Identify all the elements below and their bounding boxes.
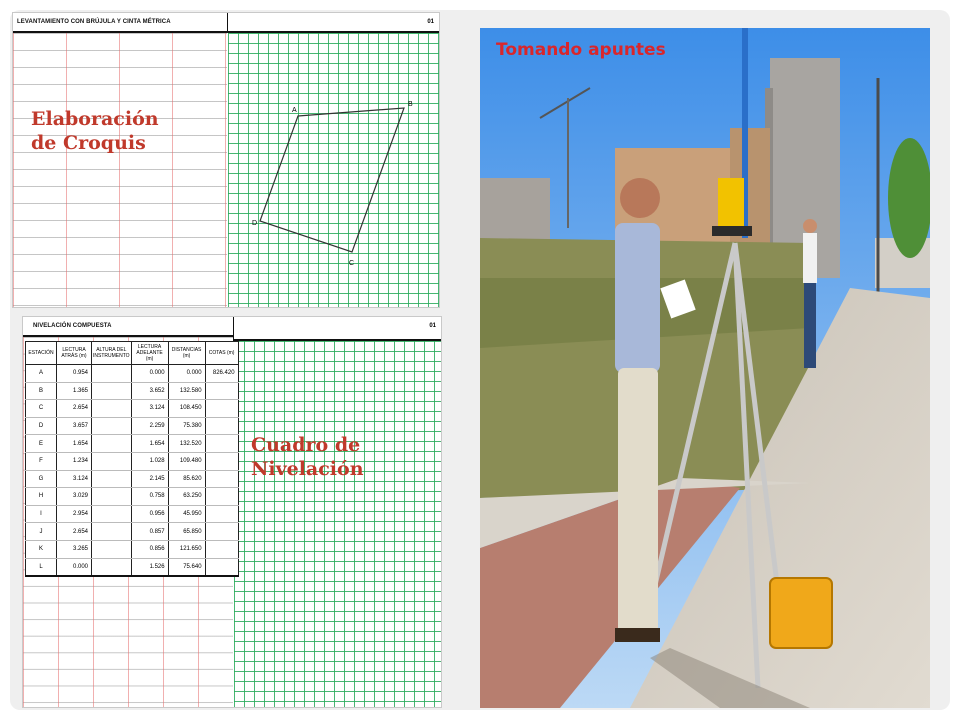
tripod-head: [712, 226, 752, 236]
leveling-table: [25, 341, 239, 577]
leveling-sheet-number-box: [233, 317, 442, 341]
fore-cell: 0.856: [131, 540, 168, 558]
nivelacion-label-line1: Cuadro de: [251, 434, 361, 456]
fore-cell: 1.028: [131, 452, 168, 470]
sketch-sheet-header: [13, 13, 227, 33]
field-survey-photo: [480, 28, 930, 708]
leveling-sheet-number: 01: [429, 323, 436, 329]
photo-caption: Tomando apuntes: [496, 40, 666, 60]
dist-cell: 121.650: [168, 540, 205, 558]
table-row: [26, 558, 239, 576]
fore-cell: 2.259: [131, 417, 168, 435]
croquis-label: [31, 107, 159, 155]
leveling-drawing-grid: [234, 341, 442, 708]
col-station: ESTACIÓN: [26, 342, 57, 365]
surveyor-2-head: [803, 219, 817, 233]
hi-cell: [92, 400, 132, 418]
table-row: [26, 400, 239, 418]
back-cell: 3.265: [57, 540, 92, 558]
leveling-sheet-title: NIVELACIÓN COMPUESTA: [33, 323, 112, 329]
sketch-notes-grid: [13, 33, 227, 308]
station-cell: H: [26, 488, 57, 506]
total-station: [718, 178, 744, 228]
table-row: [26, 540, 239, 558]
elev-cell: [205, 452, 238, 470]
station-cell: I: [26, 505, 57, 523]
station-cell: E: [26, 435, 57, 453]
hi-cell: [92, 505, 132, 523]
fore-cell: 1.654: [131, 435, 168, 453]
elev-cell: 826.420: [205, 365, 238, 383]
dist-cell: 132.580: [168, 382, 205, 400]
fore-cell: 3.124: [131, 400, 168, 418]
back-cell: 1.654: [57, 435, 92, 453]
fore-cell: 0.758: [131, 488, 168, 506]
hi-cell: [92, 558, 132, 576]
table-row: [26, 470, 239, 488]
back-cell: 2.654: [57, 523, 92, 541]
fore-cell: 0.857: [131, 523, 168, 541]
station-cell: B: [26, 382, 57, 400]
back-cell: 1.365: [57, 382, 92, 400]
station-cell: C: [26, 400, 57, 418]
station-cell: J: [26, 523, 57, 541]
leveling-sheet: [22, 316, 442, 708]
point-a-label: A: [292, 107, 297, 114]
elev-cell: [205, 540, 238, 558]
dist-cell: 75.380: [168, 417, 205, 435]
tree: [888, 138, 930, 258]
hi-cell: [92, 488, 132, 506]
dist-cell: 109.480: [168, 452, 205, 470]
col-fore-reading: LECTURA ADELANTE (m): [131, 342, 168, 365]
col-distance: DISTANCIAS (m): [168, 342, 205, 365]
table-row: [26, 435, 239, 453]
fore-cell: 0.000: [131, 365, 168, 383]
surveyor-shoes: [615, 628, 660, 642]
leveling-table-header: [26, 342, 239, 365]
hi-cell: [92, 435, 132, 453]
col-elevation: COTAS (m): [205, 342, 238, 365]
station-cell: A: [26, 365, 57, 383]
hi-cell: [92, 365, 132, 383]
table-row: [26, 505, 239, 523]
elev-cell: [205, 505, 238, 523]
photo-illustration: [480, 28, 930, 708]
table-row: [26, 452, 239, 470]
elev-cell: [205, 523, 238, 541]
point-c-label: C: [349, 260, 355, 267]
dist-cell: 85.620: [168, 470, 205, 488]
sketch-sheet: [12, 12, 440, 308]
building-left: [480, 178, 550, 248]
col-back-reading: LECTURA ATRÁS (m): [57, 342, 92, 365]
back-cell: 2.654: [57, 400, 92, 418]
elev-cell: [205, 558, 238, 576]
back-cell: 0.000: [57, 558, 92, 576]
station-cell: D: [26, 417, 57, 435]
fore-cell: 0.956: [131, 505, 168, 523]
hi-cell: [92, 470, 132, 488]
dist-cell: 63.250: [168, 488, 205, 506]
back-cell: 2.954: [57, 505, 92, 523]
dist-cell: 75.640: [168, 558, 205, 576]
elev-cell: [205, 400, 238, 418]
instrument-case: [770, 578, 832, 648]
dist-cell: 0.000: [168, 365, 205, 383]
sketch-polygon: [228, 33, 440, 308]
dist-cell: 132.520: [168, 435, 205, 453]
dist-cell: 108.450: [168, 400, 205, 418]
hi-cell: [92, 382, 132, 400]
point-b-label: B: [408, 101, 413, 108]
elev-cell: [205, 488, 238, 506]
back-cell: 1.234: [57, 452, 92, 470]
table-row: [26, 365, 239, 383]
elev-cell: [205, 417, 238, 435]
hi-cell: [92, 523, 132, 541]
point-d-label: D: [252, 220, 258, 227]
station-cell: F: [26, 452, 57, 470]
hi-cell: [92, 452, 132, 470]
elev-cell: [205, 435, 238, 453]
station-cell: K: [26, 540, 57, 558]
surveyor-trousers: [618, 368, 658, 638]
elev-cell: [205, 382, 238, 400]
fore-cell: 1.526: [131, 558, 168, 576]
back-cell: 0.954: [57, 365, 92, 383]
croquis-label-line2: de Croquis: [31, 132, 146, 154]
hi-cell: [92, 417, 132, 435]
elev-cell: [205, 470, 238, 488]
surveyor-2-legs: [804, 283, 816, 368]
hi-cell: [92, 540, 132, 558]
sketch-sheet-number-box: [227, 13, 440, 33]
nivelacion-label-line2: Nivelación: [251, 458, 364, 480]
dist-cell: 65.850: [168, 523, 205, 541]
back-cell: 3.657: [57, 417, 92, 435]
surveyor-head: [620, 178, 660, 218]
nivelacion-label: [251, 433, 364, 481]
table-row: [26, 488, 239, 506]
back-cell: 3.029: [57, 488, 92, 506]
table-row: [26, 382, 239, 400]
table-row: [26, 523, 239, 541]
leveling-sheet-header: [23, 317, 233, 337]
sketch-sheet-title: LEVANTAMIENTO CON BRÚJULA Y CINTA MÉTRICA: [17, 19, 171, 25]
table-row: [26, 417, 239, 435]
fore-cell: 2.145: [131, 470, 168, 488]
dist-cell: 45.950: [168, 505, 205, 523]
station-cell: G: [26, 470, 57, 488]
surveyor-shirt: [615, 223, 660, 373]
traverse-polygon: [260, 108, 404, 252]
col-instrument-height: ALTURA DEL INSTRUMENTO: [92, 342, 132, 365]
sketch-sheet-number: 01: [427, 19, 434, 25]
fore-cell: 3.652: [131, 382, 168, 400]
croquis-label-line1: Elaboración: [31, 108, 159, 130]
station-cell: L: [26, 558, 57, 576]
surveyor-2-body: [803, 233, 817, 283]
back-cell: 3.124: [57, 470, 92, 488]
